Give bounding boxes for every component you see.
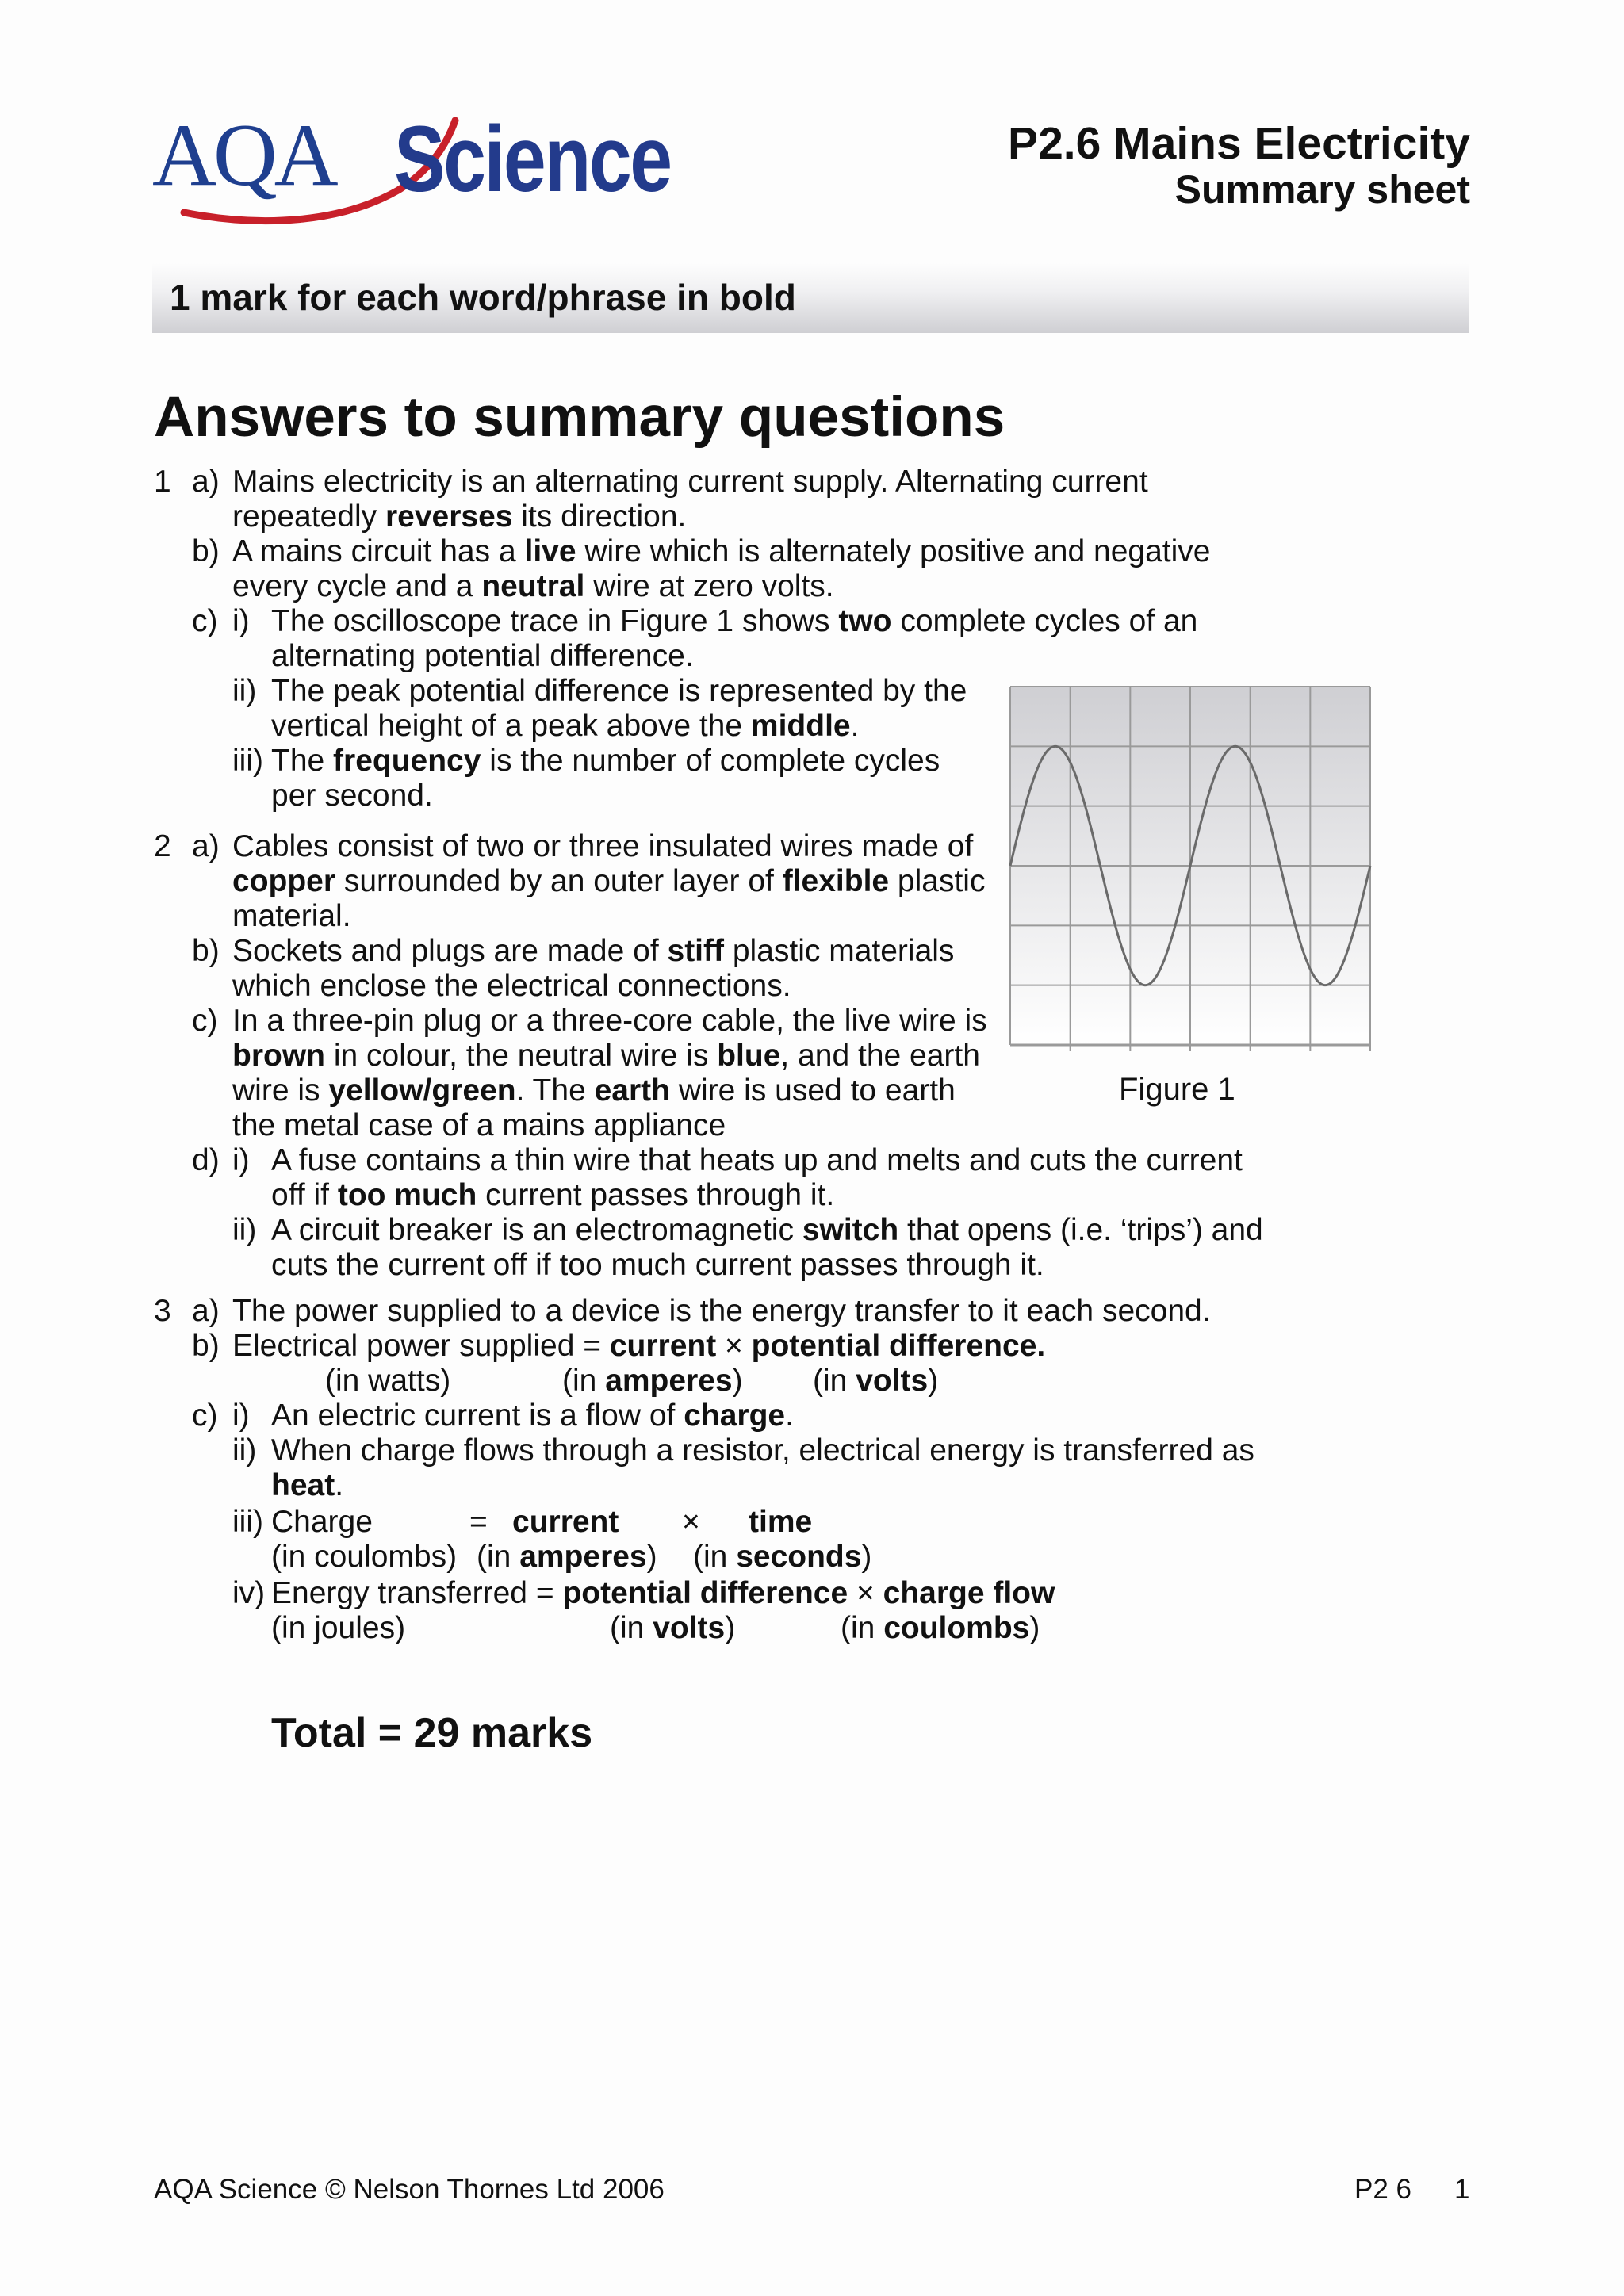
bold-answer-word: neutral bbox=[481, 569, 585, 603]
bold-answer-word: two bbox=[838, 604, 892, 638]
text-run: Charge bbox=[271, 1505, 373, 1539]
text-run: the metal case of a mains appliance bbox=[232, 1108, 726, 1142]
bold-answer-word: potential difference. bbox=[751, 1329, 1046, 1363]
bold-answer-word: reverses bbox=[385, 499, 513, 534]
answer-line bbox=[271, 1433, 1254, 1468]
text-run: plastic materials bbox=[724, 934, 955, 968]
marking-banner-text: 1 mark for each word/phrase in bold bbox=[170, 277, 796, 318]
text-run: plastic bbox=[889, 864, 986, 898]
text-run: in colour, the neutral wire is bbox=[324, 1039, 718, 1073]
text-run: ) bbox=[1029, 1611, 1040, 1645]
answer-line bbox=[271, 674, 967, 709]
text-run: cuts the current off if too much current passes through it. bbox=[271, 1248, 1044, 1282]
text-run: iii) bbox=[232, 744, 263, 778]
answer-part-label bbox=[192, 604, 218, 639]
text-run: × bbox=[716, 1329, 752, 1363]
answer-line bbox=[232, 1108, 726, 1143]
text-run: (in joules) bbox=[271, 1611, 406, 1645]
bold-answer-word: charge flow bbox=[883, 1576, 1055, 1610]
text-run: wire is bbox=[232, 1073, 329, 1108]
text-run: a) bbox=[192, 829, 220, 863]
text-run: that opens (i.e. ‘trips’) and bbox=[898, 1213, 1263, 1247]
answer-line bbox=[232, 465, 1148, 499]
bold-answer-word: seconds bbox=[736, 1540, 862, 1574]
text-run: A mains circuit has a bbox=[232, 534, 525, 568]
answer-part-label bbox=[192, 829, 220, 864]
text-run: 1 bbox=[154, 465, 171, 499]
text-run: 3 bbox=[154, 1294, 171, 1328]
bold-answer-word: coulombs bbox=[883, 1611, 1030, 1645]
text-run: every cycle and a bbox=[232, 569, 482, 603]
unit-label bbox=[477, 1540, 657, 1575]
total-marks: Total = 29 marks bbox=[271, 1710, 593, 1756]
bold-answer-word: current bbox=[609, 1329, 717, 1363]
logo-aqa-text: AQA bbox=[152, 106, 335, 205]
equation-equals bbox=[469, 1505, 488, 1540]
text-run: wire which is alternately positive and negative bbox=[576, 534, 1211, 568]
unit-label bbox=[841, 1611, 1040, 1646]
answer-line bbox=[271, 1576, 1055, 1611]
text-run: , and the earth bbox=[780, 1039, 980, 1073]
bold-answer-word: time bbox=[749, 1505, 813, 1539]
footer-page-number: 1 bbox=[1454, 2174, 1470, 2205]
answer-part-label bbox=[192, 1399, 218, 1433]
answer-part-label bbox=[192, 1294, 220, 1329]
answer-line bbox=[232, 1073, 956, 1108]
question-number bbox=[154, 829, 171, 864]
bold-answer-word: copper bbox=[232, 864, 336, 898]
equation-term bbox=[749, 1505, 812, 1540]
answer-subpart-label bbox=[232, 1143, 250, 1178]
text-run: wire is used to earth bbox=[669, 1073, 956, 1108]
text-run: ) bbox=[725, 1611, 736, 1645]
text-run: . bbox=[335, 1468, 344, 1502]
text-run: 2 bbox=[154, 829, 171, 863]
text-run: vertical height of a peak above the bbox=[271, 709, 751, 743]
answer-line bbox=[232, 499, 686, 534]
text-run: b) bbox=[192, 534, 220, 568]
text-run: iv) bbox=[232, 1576, 266, 1610]
answer-line bbox=[271, 779, 433, 813]
text-run: ii) bbox=[232, 674, 257, 708]
unit-label bbox=[271, 1540, 457, 1575]
section-heading: Answers to summary questions bbox=[154, 386, 1005, 449]
answer-line bbox=[232, 829, 973, 864]
text-run: current passes through it. bbox=[477, 1178, 835, 1212]
text-run: (in bbox=[562, 1364, 606, 1398]
text-run: When charge flows through a resistor, electrical energy is transferred as bbox=[271, 1433, 1254, 1468]
text-run: ) bbox=[928, 1364, 939, 1398]
text-run: Cables consist of two or three insulated wires made of bbox=[232, 829, 974, 863]
unit-label bbox=[325, 1364, 450, 1399]
answer-line bbox=[232, 864, 985, 899]
answer-subpart-label bbox=[232, 1433, 256, 1468]
text-run: alternating potential difference. bbox=[271, 639, 694, 673]
bold-answer-word: switch bbox=[802, 1213, 899, 1247]
text-run: surrounded by an outer layer of bbox=[335, 864, 783, 898]
equation-term bbox=[512, 1505, 619, 1540]
bold-answer-word: frequency bbox=[333, 744, 481, 778]
text-run: c) bbox=[192, 604, 218, 638]
text-run: material. bbox=[232, 899, 351, 933]
answer-line bbox=[232, 1039, 980, 1073]
answer-line bbox=[232, 899, 351, 934]
answer-subpart-label bbox=[232, 1576, 265, 1611]
oscilloscope-graph bbox=[1009, 685, 1375, 1051]
bold-answer-word: stiff bbox=[667, 934, 724, 968]
text-run: a) bbox=[192, 1294, 220, 1328]
text-run: An electric current is a flow of bbox=[271, 1399, 684, 1433]
bold-answer-word: too much bbox=[337, 1178, 477, 1212]
page-title: P2.6 Mains Electricity bbox=[1008, 118, 1470, 169]
unit-label bbox=[610, 1611, 735, 1646]
answer-subpart-label bbox=[232, 1213, 256, 1248]
answer-part-label bbox=[192, 1143, 220, 1178]
text-run: . bbox=[785, 1399, 794, 1433]
text-run: wire at zero volts. bbox=[584, 569, 834, 603]
text-run: A fuse contains a thin wire that heats up and melts and cuts the current bbox=[271, 1143, 1243, 1177]
text-run: b) bbox=[192, 934, 220, 968]
text-run: . bbox=[850, 709, 860, 743]
text-run: Energy transferred = bbox=[271, 1576, 563, 1610]
bold-answer-word: yellow/green bbox=[328, 1073, 516, 1108]
text-run: i) bbox=[232, 1143, 250, 1177]
text-run: Electrical power supplied = bbox=[232, 1329, 610, 1363]
text-run: ) bbox=[646, 1540, 657, 1574]
text-run: ) bbox=[732, 1364, 743, 1398]
answer-line bbox=[232, 534, 1210, 569]
answer-line bbox=[271, 604, 1197, 639]
question-number bbox=[154, 465, 171, 499]
text-run: (in bbox=[693, 1540, 737, 1574]
text-run: × bbox=[682, 1505, 700, 1539]
text-run: iii) bbox=[232, 1505, 263, 1539]
bold-answer-word: earth bbox=[594, 1073, 670, 1108]
answer-line bbox=[232, 969, 791, 1004]
bold-answer-word: volts bbox=[653, 1611, 726, 1645]
bold-answer-word: middle bbox=[750, 709, 851, 743]
answer-line bbox=[232, 569, 834, 604]
text-run: The peak potential difference is represented by the bbox=[271, 674, 967, 708]
answer-subpart-label bbox=[232, 1399, 250, 1433]
text-run: The oscilloscope trace in Figure 1 shows bbox=[271, 604, 839, 638]
text-run: a) bbox=[192, 465, 220, 499]
text-run: (in watts) bbox=[325, 1364, 451, 1398]
answer-line bbox=[232, 1329, 1045, 1364]
text-run: (in coulombs) bbox=[271, 1540, 458, 1574]
figure-caption: Figure 1 bbox=[1119, 1072, 1235, 1107]
answer-line bbox=[271, 1213, 1263, 1248]
bold-answer-word: volts bbox=[856, 1364, 929, 1398]
answer-line bbox=[271, 639, 694, 674]
unit-label bbox=[813, 1364, 938, 1399]
text-run: d) bbox=[192, 1143, 220, 1177]
text-run: Sockets and plugs are made of bbox=[232, 934, 668, 968]
answer-line bbox=[232, 934, 954, 969]
answer-subpart-label bbox=[232, 744, 263, 779]
text-run: × bbox=[848, 1576, 883, 1610]
text-run: = bbox=[469, 1505, 488, 1539]
bold-answer-word: flexible bbox=[782, 864, 890, 898]
answer-line bbox=[271, 1468, 343, 1503]
text-run: c) bbox=[192, 1004, 218, 1038]
answer-line bbox=[271, 1248, 1044, 1283]
footer-copyright: AQA Science © Nelson Thornes Ltd 2006 bbox=[154, 2174, 665, 2205]
text-run: ) bbox=[861, 1540, 872, 1574]
answer-line bbox=[271, 709, 859, 744]
footer-code: P2 6 bbox=[1354, 2174, 1411, 2205]
answer-line bbox=[271, 1178, 834, 1213]
answer-subpart-label bbox=[232, 604, 250, 639]
answer-part-label bbox=[192, 465, 220, 499]
text-run: which enclose the electrical connections. bbox=[232, 969, 791, 1003]
text-run: complete cycles of an bbox=[891, 604, 1198, 638]
text-run: (in bbox=[841, 1611, 884, 1645]
answer-line bbox=[271, 1399, 794, 1433]
text-run: (in bbox=[813, 1364, 856, 1398]
answer-subpart-label bbox=[232, 1505, 263, 1540]
text-run: Mains electricity is an alternating current supply. Alternating current bbox=[232, 465, 1148, 499]
oscilloscope-figure bbox=[1009, 685, 1375, 1051]
answer-part-label bbox=[192, 1004, 218, 1039]
question-number bbox=[154, 1294, 171, 1329]
unit-label bbox=[693, 1540, 871, 1575]
bold-answer-word: potential difference bbox=[562, 1576, 848, 1610]
bold-answer-word: amperes bbox=[519, 1540, 647, 1574]
equation-times bbox=[682, 1505, 700, 1540]
unit-label bbox=[562, 1364, 743, 1399]
unit-label bbox=[271, 1611, 405, 1646]
answer-part-label bbox=[192, 534, 220, 569]
text-run: (in bbox=[477, 1540, 520, 1574]
bold-answer-word: amperes bbox=[605, 1364, 733, 1398]
text-run: is the number of complete cycles bbox=[481, 744, 940, 778]
logo-science-text: Science bbox=[394, 107, 671, 212]
equation-term bbox=[271, 1505, 373, 1540]
answer-line bbox=[271, 1143, 1243, 1178]
text-run: The bbox=[271, 744, 334, 778]
text-run: its direction. bbox=[512, 499, 687, 534]
answer-subpart-label bbox=[232, 674, 256, 709]
text-run: A circuit breaker is an electromagnetic bbox=[271, 1213, 802, 1247]
bold-answer-word: heat bbox=[271, 1468, 335, 1502]
answer-part-label bbox=[192, 934, 220, 969]
text-run: (in bbox=[610, 1611, 653, 1645]
text-run: per second. bbox=[271, 779, 433, 813]
marking-banner bbox=[152, 263, 1469, 333]
text-run: In a three-pin plug or a three-core cable, the live wire is bbox=[232, 1004, 987, 1038]
text-run: i) bbox=[232, 604, 250, 638]
bold-answer-word: charge bbox=[684, 1399, 786, 1433]
text-run: c) bbox=[192, 1399, 218, 1433]
text-run: b) bbox=[192, 1329, 220, 1363]
bold-answer-word: blue bbox=[717, 1039, 781, 1073]
text-run: ii) bbox=[232, 1433, 257, 1468]
text-run: . The bbox=[515, 1073, 595, 1108]
text-run: The power supplied to a device is the energy transfer to it each second. bbox=[232, 1294, 1211, 1328]
answer-line bbox=[232, 1294, 1211, 1329]
answer-line bbox=[271, 744, 940, 779]
text-run: i) bbox=[232, 1399, 250, 1433]
aqa-science-logo bbox=[152, 106, 707, 230]
text-run: ii) bbox=[232, 1213, 257, 1247]
bold-answer-word: brown bbox=[232, 1039, 325, 1073]
page-subtitle: Summary sheet bbox=[1174, 167, 1470, 212]
bold-answer-word: current bbox=[512, 1505, 619, 1539]
answer-part-label bbox=[192, 1329, 220, 1364]
text-run: repeatedly bbox=[232, 499, 385, 534]
bold-answer-word: live bbox=[524, 534, 576, 568]
answer-line bbox=[232, 1004, 987, 1039]
text-run: off if bbox=[271, 1178, 338, 1212]
